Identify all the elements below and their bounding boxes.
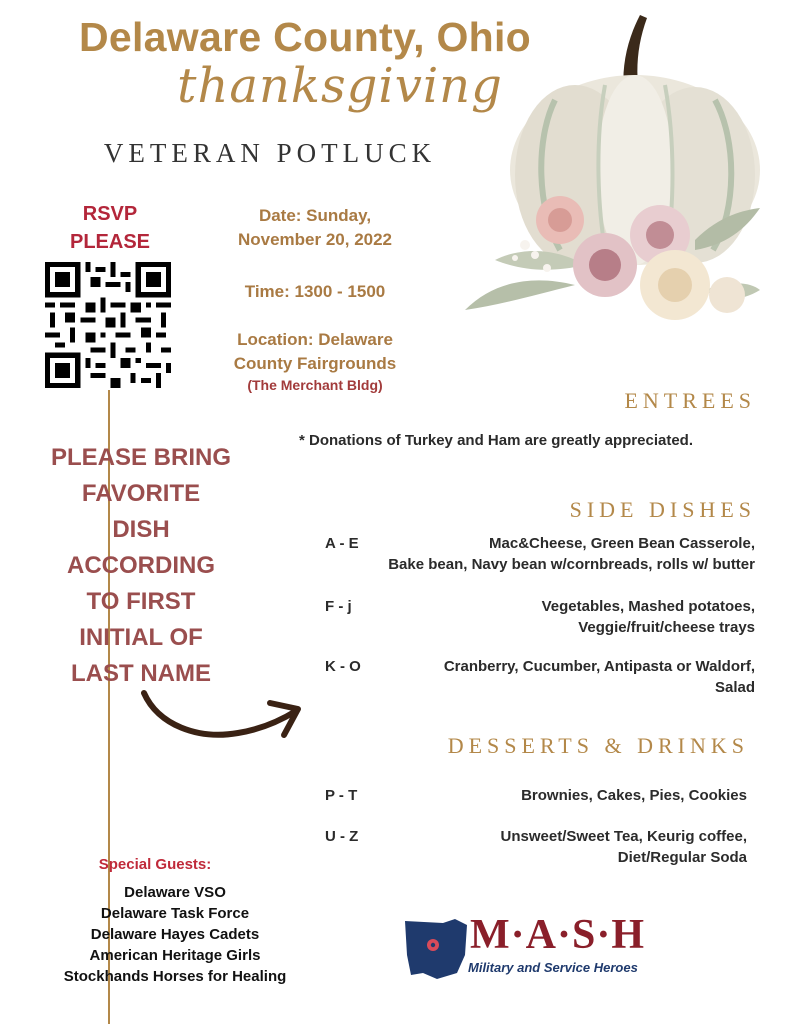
- dish-items: [385, 596, 755, 638]
- dish-line: Bake bean, Navy bean w/cornbreads, rolls w/ butter: [388, 556, 755, 573]
- mash-logo-text: M·A·S·H: [470, 912, 646, 958]
- dish-line: Veggie/fruit/cheese trays: [578, 619, 755, 636]
- dish-letters: F - j: [325, 598, 352, 615]
- dish-line: Vegetables, Mashed potatoes,: [541, 598, 755, 615]
- dish-line: Salad: [714, 679, 755, 696]
- bring-line: FAVORITE: [81, 480, 201, 507]
- pumpkin-illustration: [455, 10, 765, 330]
- entrees-heading: ENTREES: [624, 388, 756, 413]
- dish-items: [377, 826, 747, 868]
- guest-name: American Heritage Girls: [89, 947, 261, 964]
- location-line1: Location: Delaware: [237, 330, 393, 349]
- guest-name: Stockhands Horses for Healing: [63, 968, 287, 985]
- event-time: Time: 1300 - 1500: [244, 282, 386, 301]
- dish-line: Diet/Regular Soda: [617, 849, 747, 866]
- curved-arrow-icon: [138, 685, 308, 755]
- desserts-heading: DESSERTS & DRINKS: [447, 733, 749, 758]
- guest-name: Delaware Task Force: [100, 905, 250, 922]
- dish-line: Mac&Cheese, Green Bean Casserole,: [489, 535, 755, 552]
- qr-code-icon[interactable]: [45, 262, 171, 388]
- entrees-note: * Donations of Turkey and Ham are greatly appreciated.: [299, 432, 693, 449]
- rsvp-line1: RSVP: [82, 203, 138, 225]
- dish-items: [325, 533, 755, 575]
- special-guests-list: [40, 882, 310, 987]
- location-building: (The Merchant Bldg): [247, 377, 383, 393]
- guest-name: Delaware Hayes Cadets: [90, 926, 260, 943]
- date-line2: November 20, 2022: [237, 230, 393, 249]
- dish-items: [377, 785, 747, 806]
- bring-line: INITIAL OF: [79, 624, 203, 651]
- dish-items: [385, 656, 755, 698]
- bring-line: PLEASE BRING: [50, 444, 232, 471]
- dish-line: Unsweet/Sweet Tea, Keurig coffee,: [500, 828, 747, 845]
- bring-line: LAST NAME: [71, 660, 211, 687]
- dish-letters: K - O: [325, 658, 361, 675]
- dish-letters: U - Z: [325, 828, 359, 845]
- dish-letters: A - E: [325, 535, 359, 552]
- dish-line: Cranberry, Cucumber, Antipasta or Waldorf,: [443, 658, 755, 675]
- event-subtitle: VETERAN POTLUCK: [103, 138, 437, 168]
- rsvp-label: [55, 200, 165, 256]
- location-line2: County Fairgrounds: [233, 354, 397, 373]
- dish-line: Brownies, Cakes, Pies, Cookies: [521, 787, 747, 804]
- rsvp-line2: PLEASE: [69, 231, 151, 253]
- side-dishes-heading: SIDE DISHES: [569, 497, 756, 522]
- dish-letters: P - T: [325, 787, 358, 804]
- guest-name: Delaware VSO: [124, 884, 226, 901]
- event-location: [210, 328, 420, 376]
- mash-tagline: Military and Service Heroes: [468, 960, 638, 975]
- bring-line: TO FIRST: [86, 588, 196, 615]
- script-subtitle: thanksgiving: [177, 58, 503, 114]
- bring-line: DISH: [112, 516, 170, 543]
- bring-instructions: [40, 440, 242, 692]
- event-date: [210, 204, 420, 252]
- date-line1: Date: Sunday,: [258, 206, 372, 225]
- bring-line: ACCORDING: [67, 552, 215, 579]
- page-title: Delaware County, Ohio: [78, 14, 532, 60]
- special-guests-label: Special Guests:: [98, 856, 212, 873]
